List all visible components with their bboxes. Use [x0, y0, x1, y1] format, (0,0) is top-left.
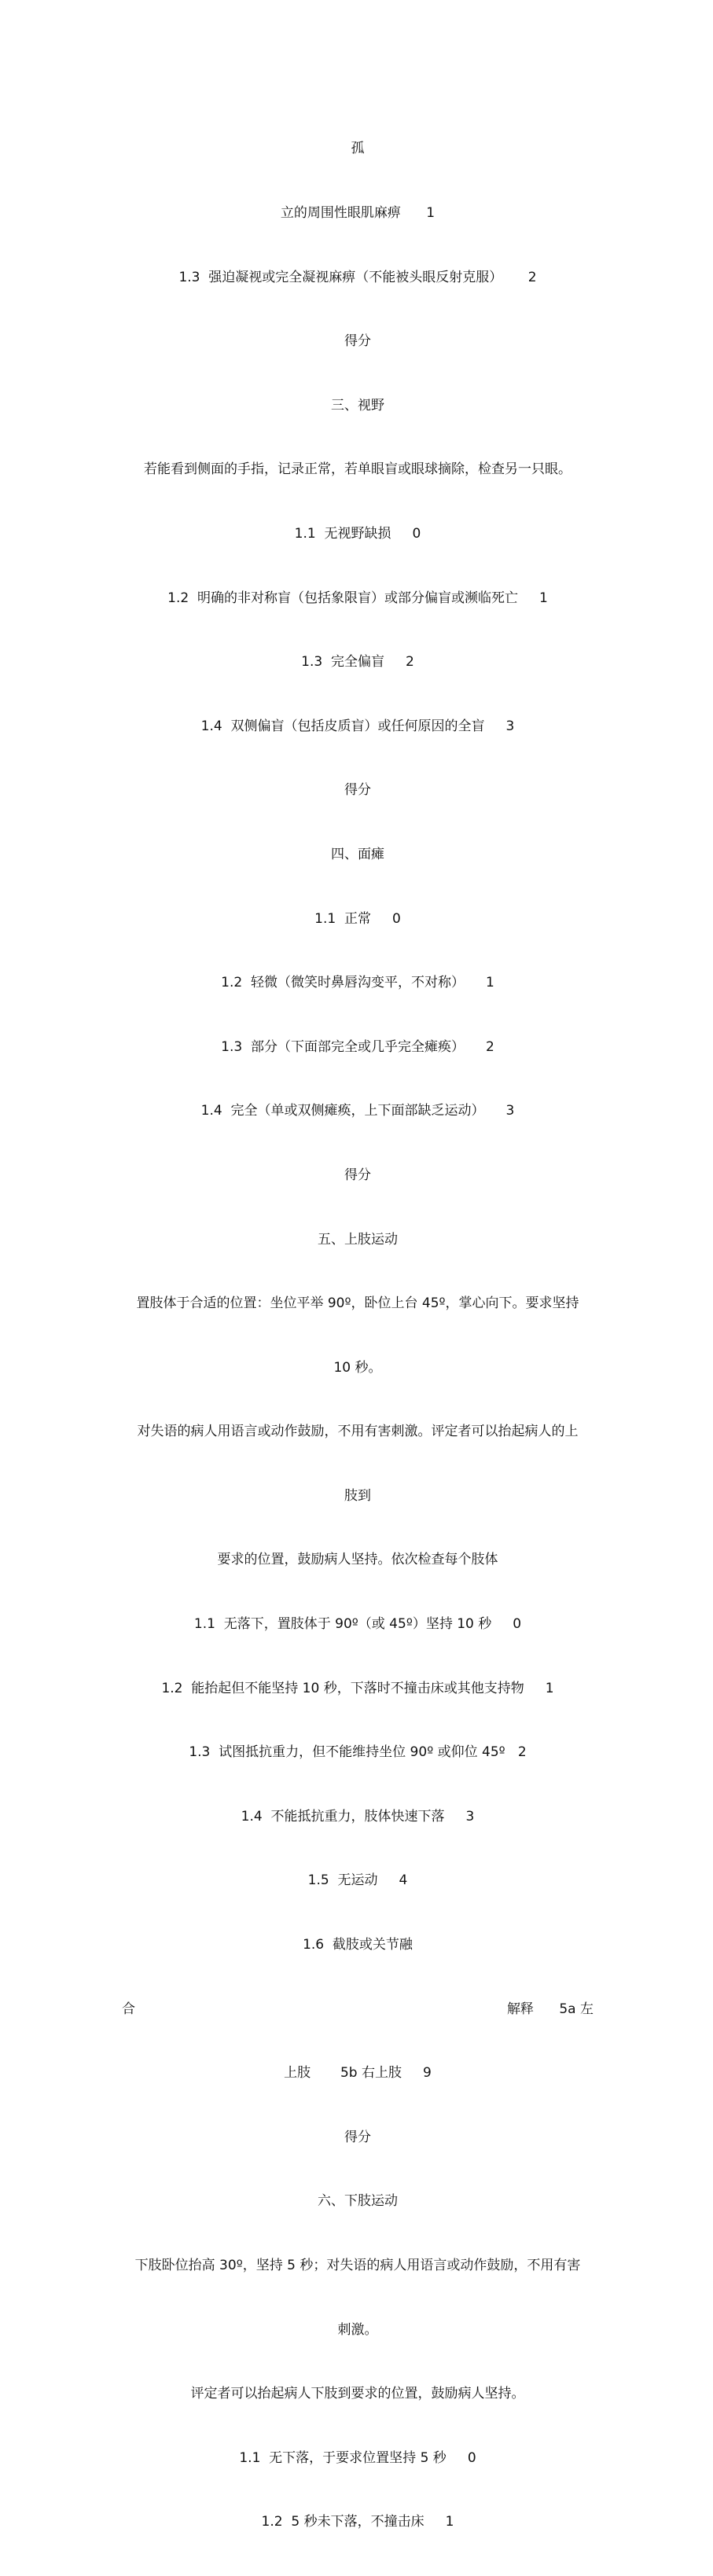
text-line: 1.2 5 秒未下落，不撞击床 1 [261, 2514, 454, 2530]
text-line: 1.1 正常 0 [314, 910, 401, 927]
text-line: 刺激。 [337, 2321, 378, 2338]
section-heading: 六、下肢运动 [318, 2193, 398, 2210]
text-line: 1.2 能抬起但不能坚持 10 秒，下落时不撞击床或其他支持物 1 [161, 1680, 554, 1696]
text-line: 1.5 无运动 4 [307, 1872, 408, 1889]
text-line: 1.1 无落下，置肢体于 90º（或 45º）坚持 10 秒 0 [193, 1616, 522, 1633]
text-line: 1.3 试图抵抗重力，但不能维持坐位 90º 或仰位 45º 2 [189, 1744, 527, 1761]
score-label: 得分 [344, 2129, 371, 2145]
text-line: 肢到 [344, 1487, 371, 1504]
text-line: 1.3 完全偏盲 2 [301, 654, 414, 671]
text-line: 1.4 双侧偏盲（包括皮质盲）或任何原因的全盲 3 [200, 718, 515, 734]
text-line: 若能看到侧面的手指，记录正常，若单眼盲或眼球摘除，检查另一只眼。 [144, 461, 572, 478]
text-line: 1.4 不能抵抗重力，肢体快速下落 3 [241, 1808, 475, 1825]
text-line: 1.2 轻微（微笑时鼻唇沟变平，不对称） 1 [221, 975, 494, 991]
document-body [122, 96, 594, 2576]
text-line: 置肢体于合适的位置：坐位平举 90º，卧位上台 45º，掌心向下。要求坚持 [136, 1295, 579, 1312]
text-line: 1.6 截肢或关节融 [303, 1937, 413, 1953]
score-label: 得分 [344, 782, 371, 799]
text-line: 1.1 无视野缺损 0 [294, 525, 421, 542]
text-line: 评定者可以抬起病人下肢到要求的位置，鼓励病人坚持。 [190, 2386, 525, 2402]
text-line: 立的周围性眼肌麻痹 1 [280, 205, 436, 221]
split-text-line [122, 1999, 594, 2020]
text-line: 1.1 无下落，于要求位置坚持 5 秒 0 [239, 2449, 476, 2466]
text-line: 10 秒。 [333, 1359, 382, 1376]
section-heading: 三、视野 [331, 397, 384, 413]
section-heading: 四、面瘫 [331, 846, 384, 862]
text-line: 1.4 完全（单或双侧瘫痪，上下面部缺乏运动） 3 [200, 1103, 515, 1119]
score-label: 得分 [344, 1167, 371, 1183]
text-line: 下肢卧位抬高 30º，坚持 5 秒；对失语的病人用语言或动作鼓励，不用有害 [134, 2258, 581, 2273]
score-label: 得分 [344, 333, 371, 350]
text-line: 孤 [351, 141, 365, 157]
text-line: 1.2 明确的非对称盲（包括象限盲）或部分偏盲或濒临死亡 1 [167, 590, 548, 606]
split-left-text: 合 [122, 2001, 135, 2017]
text-line: 1.3 强迫凝视或完全凝视麻痹（不能被头眼反射克服） 2 [178, 269, 537, 285]
text-line: 要求的位置，鼓励病人坚持。依次检查每个肢体 [217, 1552, 498, 1568]
text-line: 1.3 部分（下面部完全或几乎完全瘫痪） 2 [221, 1038, 494, 1055]
text-line: 对失语的病人用语言或动作鼓励，不用有害刺激。评定者可以抬起病人的上 [137, 1424, 579, 1440]
section-heading: 五、上肢运动 [318, 1231, 398, 1248]
split-right-text: 解释 5a 左 [506, 2001, 594, 2017]
text-line: 上肢 5b 右上肢 9 [284, 2065, 432, 2082]
